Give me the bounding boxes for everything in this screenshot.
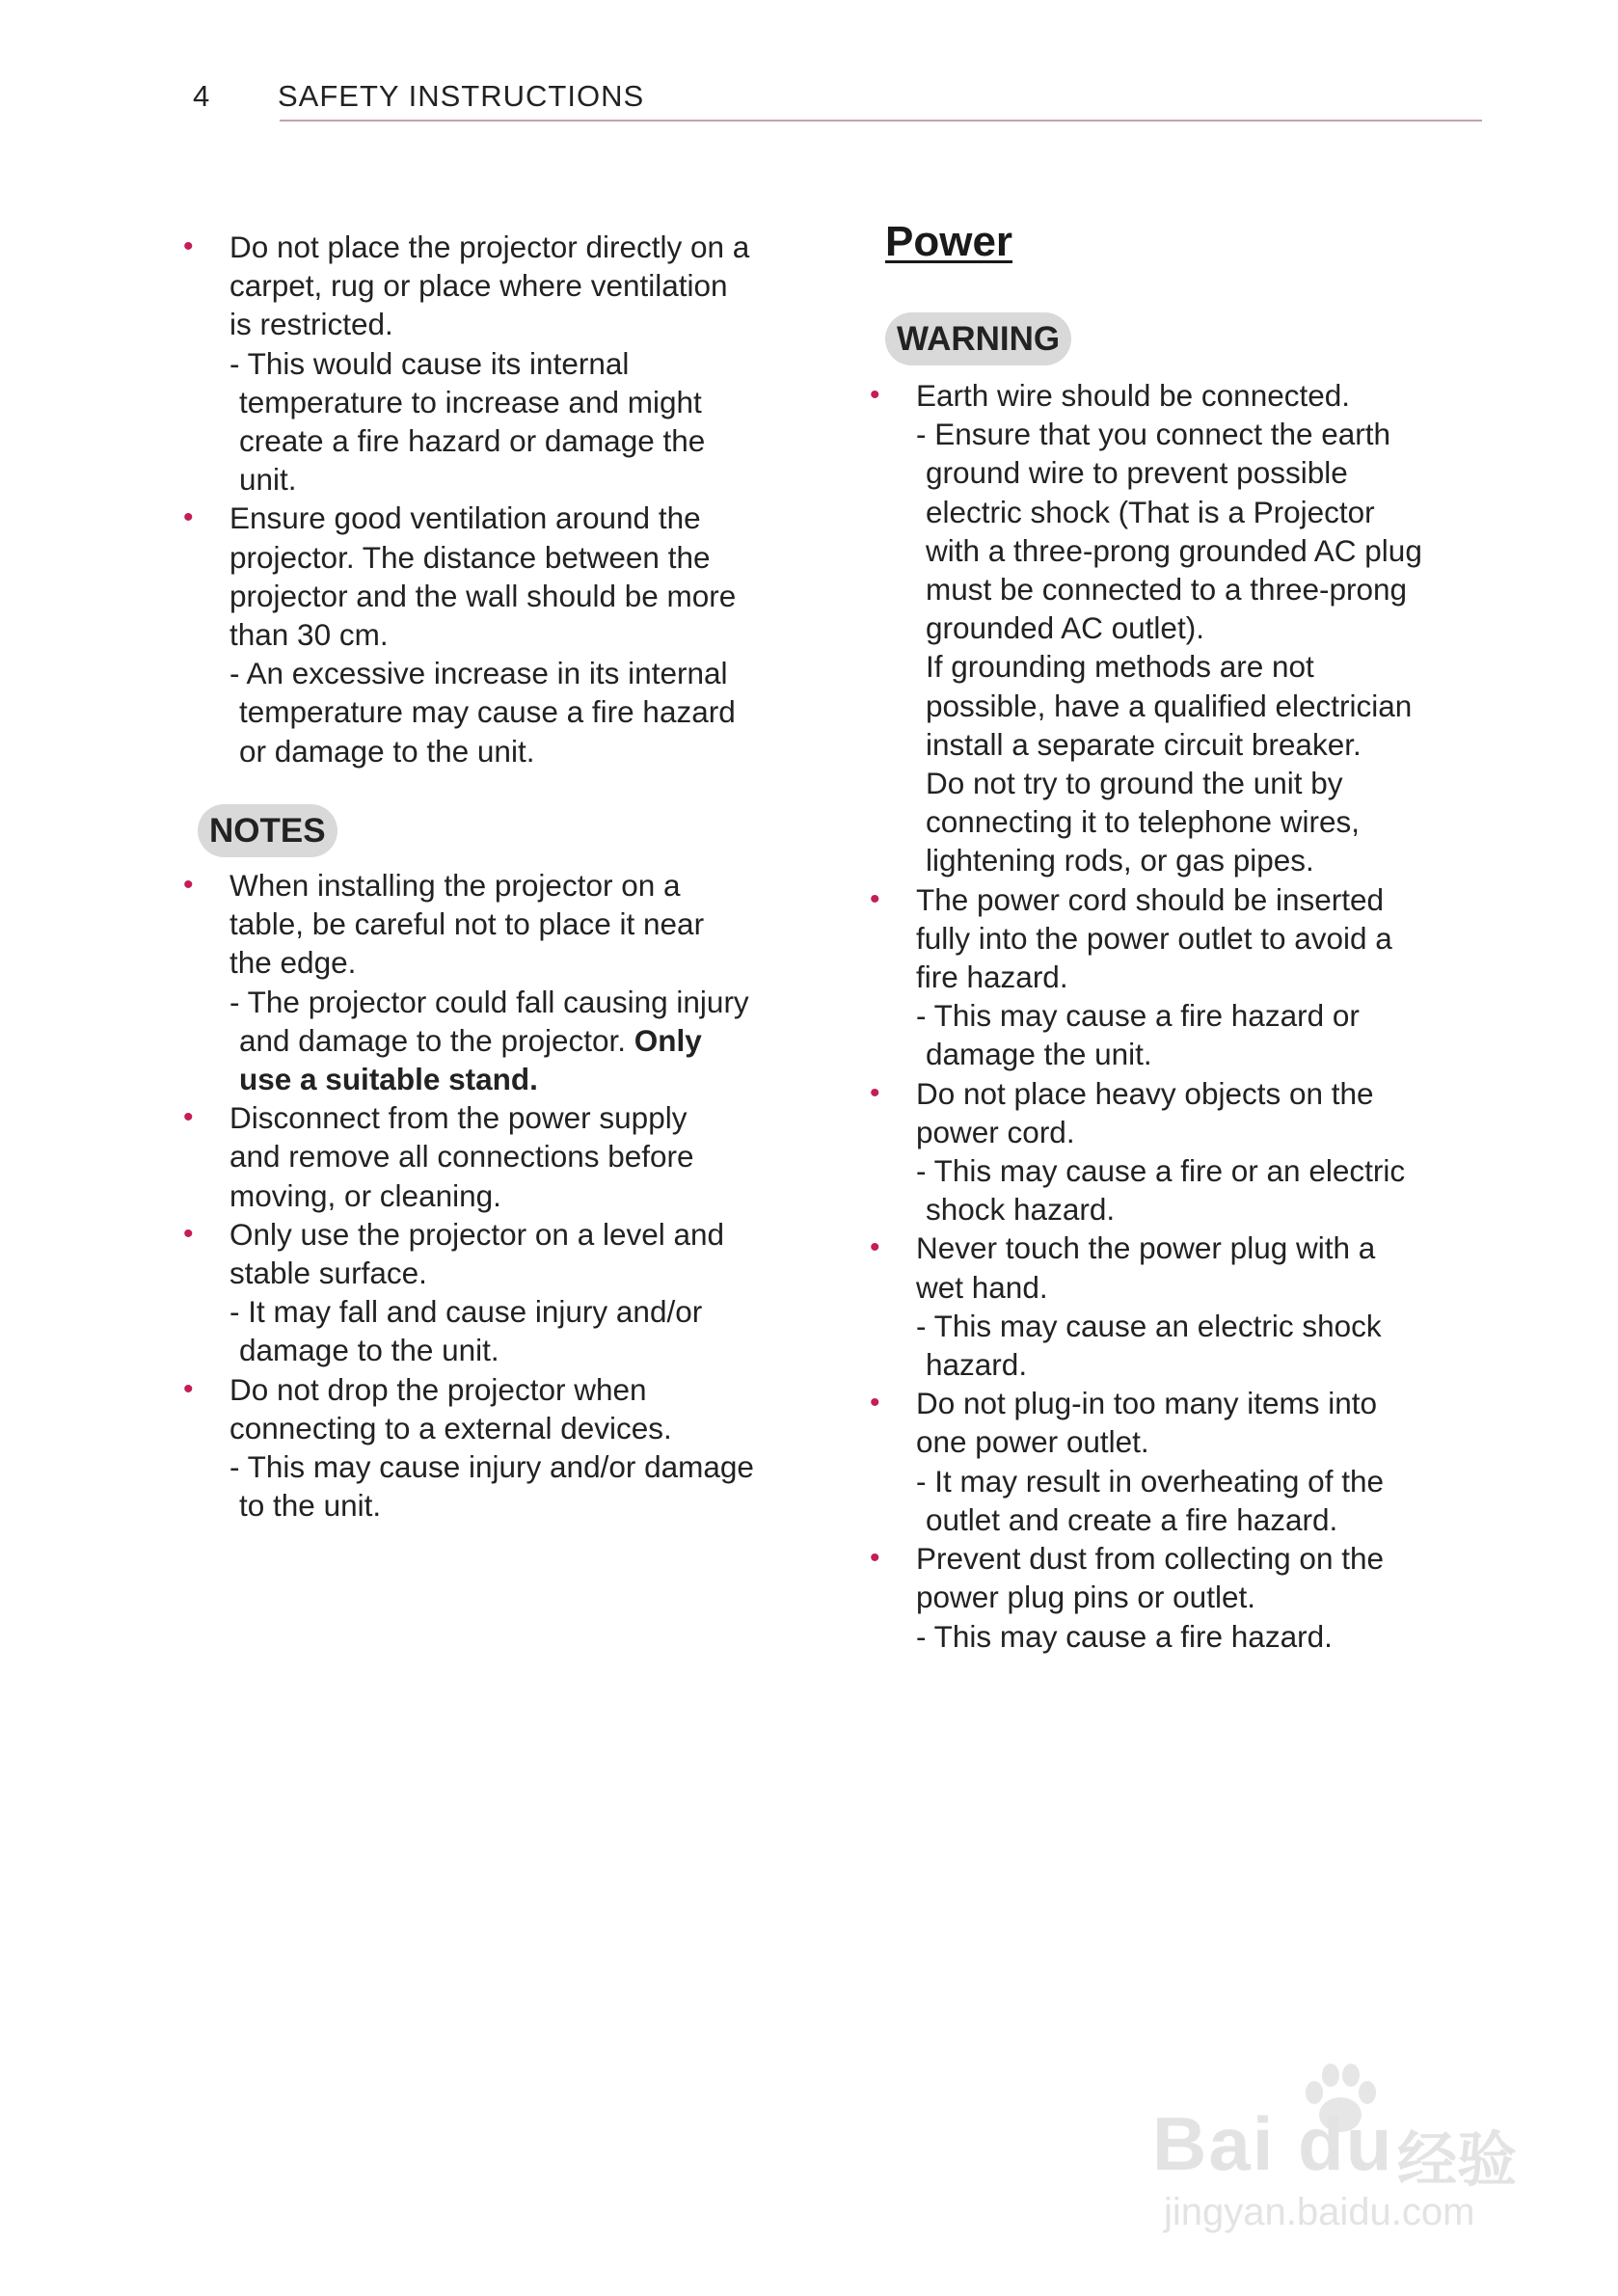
item-text: wet hand. xyxy=(916,1269,1048,1305)
sub-text: - The projector could fall causing injury xyxy=(229,984,749,1019)
sub-text: connecting it to telephone wires, xyxy=(926,804,1361,840)
sub-text: - An excessive increase in its internal xyxy=(229,656,728,691)
warning-badge: WARNING xyxy=(885,312,1071,365)
sub-text: - This may cause a fire hazard. xyxy=(916,1618,1333,1654)
sub-text: install a separate circuit breaker. xyxy=(926,726,1362,762)
list-item xyxy=(183,1215,810,1370)
sub-text: grounded AC outlet). xyxy=(926,610,1204,646)
item-text: • Do not place heavy objects on the xyxy=(916,1075,1374,1111)
item-text: fully into the power outlet to avoid a xyxy=(916,920,1392,956)
notes-list xyxy=(183,866,810,1525)
list-item xyxy=(870,376,1506,880)
item-text: • Prevent dust from collecting on the xyxy=(916,1541,1385,1577)
item-text: projector. The distance between the xyxy=(229,539,711,575)
sub-text: - This would cause its internal xyxy=(229,345,630,381)
item-text: • Do not place the projector directly on a xyxy=(229,230,750,264)
sub-text: hazard. xyxy=(926,1347,1028,1383)
power-warning-list xyxy=(870,376,1506,1656)
list-item xyxy=(183,228,781,499)
sub-text: damage to the unit. xyxy=(239,1333,499,1368)
item-text: • When installing the projector on a xyxy=(229,868,681,903)
item-text: • The power cord should be inserted xyxy=(916,881,1385,917)
item-text: table, be careful not to place it near xyxy=(229,906,705,942)
header-rule xyxy=(280,120,1482,122)
list-item xyxy=(183,866,810,1098)
sub-text: and damage to the projector. xyxy=(239,1022,627,1058)
item-text: and remove all connections before xyxy=(229,1139,694,1175)
sub-text: ground wire to prevent possible xyxy=(926,455,1348,491)
sub-text: - This may cause a fire or an electric xyxy=(916,1153,1406,1189)
list-item xyxy=(870,880,1506,1074)
sub-text: to the unit. xyxy=(239,1488,382,1524)
page-number: 4 xyxy=(193,79,211,113)
item-text: fire hazard. xyxy=(916,959,1068,995)
sub-text: outlet and create a fire hazard. xyxy=(926,1501,1338,1537)
ventilation-list xyxy=(183,228,781,770)
left-column xyxy=(183,228,781,770)
section-title: Power xyxy=(885,218,1013,265)
item-text: stable surface. xyxy=(229,1256,427,1291)
baidu-watermark xyxy=(1152,2062,1538,2255)
item-text: • Disconnect from the power supply xyxy=(229,1100,688,1136)
sub-text: - It may result in overheating of the xyxy=(916,1463,1384,1499)
sub-text: or damage to the unit. xyxy=(239,733,535,769)
item-text: than 30 cm. xyxy=(229,617,389,653)
item-text: • Ensure good ventilation around the xyxy=(229,500,701,536)
notes-badge: NOTES xyxy=(198,804,337,857)
item-text: the edge. xyxy=(229,945,357,981)
sub-text: electric shock (That is a Projector xyxy=(926,494,1375,529)
list-item xyxy=(870,1384,1506,1539)
sub-text: temperature to increase and might xyxy=(239,384,702,419)
item-text: power plug pins or outlet. xyxy=(916,1580,1255,1615)
sub-text: - This may cause injury and/or damage xyxy=(229,1449,754,1485)
item-text: • Do not drop the projector when xyxy=(229,1371,647,1407)
sub-text: possible, have a qualified electrician xyxy=(926,688,1413,723)
item-text: is restricted. xyxy=(229,307,393,342)
sub-text: must be connected to a three-prong xyxy=(926,572,1408,608)
emphasis-text: Only xyxy=(634,1022,702,1058)
sub-text: If grounding methods are not xyxy=(926,649,1314,685)
watermark-jingyan: 经验 xyxy=(1397,2127,1518,2194)
item-text: • Never touch the power plug with a xyxy=(916,1230,1376,1266)
sub-text: - It may fall and cause injury and/or xyxy=(229,1294,703,1330)
header-title: SAFETY INSTRUCTIONS xyxy=(278,79,645,113)
item-text: • Do not plug-in too many items into xyxy=(916,1386,1377,1421)
sub-text: shock hazard. xyxy=(926,1192,1116,1228)
item-text: moving, or cleaning. xyxy=(229,1177,501,1213)
list-item xyxy=(183,1098,810,1215)
item-text: • Earth wire should be connected. xyxy=(916,378,1351,413)
sub-text: create a fire hazard or damage the xyxy=(239,423,706,459)
list-item xyxy=(870,1074,1506,1229)
sub-text: with a three-prong grounded AC plug xyxy=(926,532,1422,568)
item-text: carpet, rug or place where ventilation xyxy=(229,268,728,304)
emphasis-text: use a suitable stand. xyxy=(239,1062,538,1097)
power-warning-list-container xyxy=(870,376,1506,1656)
sub-text: unit. xyxy=(239,462,297,498)
sub-text: damage the unit. xyxy=(926,1037,1152,1072)
watermark-logo: Bai du xyxy=(1152,2101,1394,2186)
list-item xyxy=(183,1370,810,1526)
sub-text: lightening rods, or gas pipes. xyxy=(926,843,1314,878)
item-text: power cord. xyxy=(916,1114,1075,1149)
sub-text: - This may cause a fire hazard or xyxy=(916,998,1360,1034)
list-item xyxy=(870,1539,1506,1656)
item-text: one power outlet. xyxy=(916,1424,1149,1460)
list-item xyxy=(870,1229,1506,1384)
item-text: projector and the wall should be more xyxy=(229,578,737,613)
list-item xyxy=(183,499,781,770)
item-text: connecting to a external devices. xyxy=(229,1410,672,1445)
watermark-url: jingyan.baidu.com xyxy=(1164,2191,1475,2233)
sub-text: temperature may cause a fire hazard xyxy=(239,694,736,730)
sub-text: Do not try to ground the unit by xyxy=(926,766,1343,801)
sub-text: - Ensure that you connect the earth xyxy=(916,417,1391,452)
sub-text: - This may cause an electric shock xyxy=(916,1308,1382,1343)
notes-list-container xyxy=(183,866,810,1525)
sub-text-mixed xyxy=(229,1021,810,1060)
item-text: • Only use the projector on a level and xyxy=(229,1216,725,1252)
